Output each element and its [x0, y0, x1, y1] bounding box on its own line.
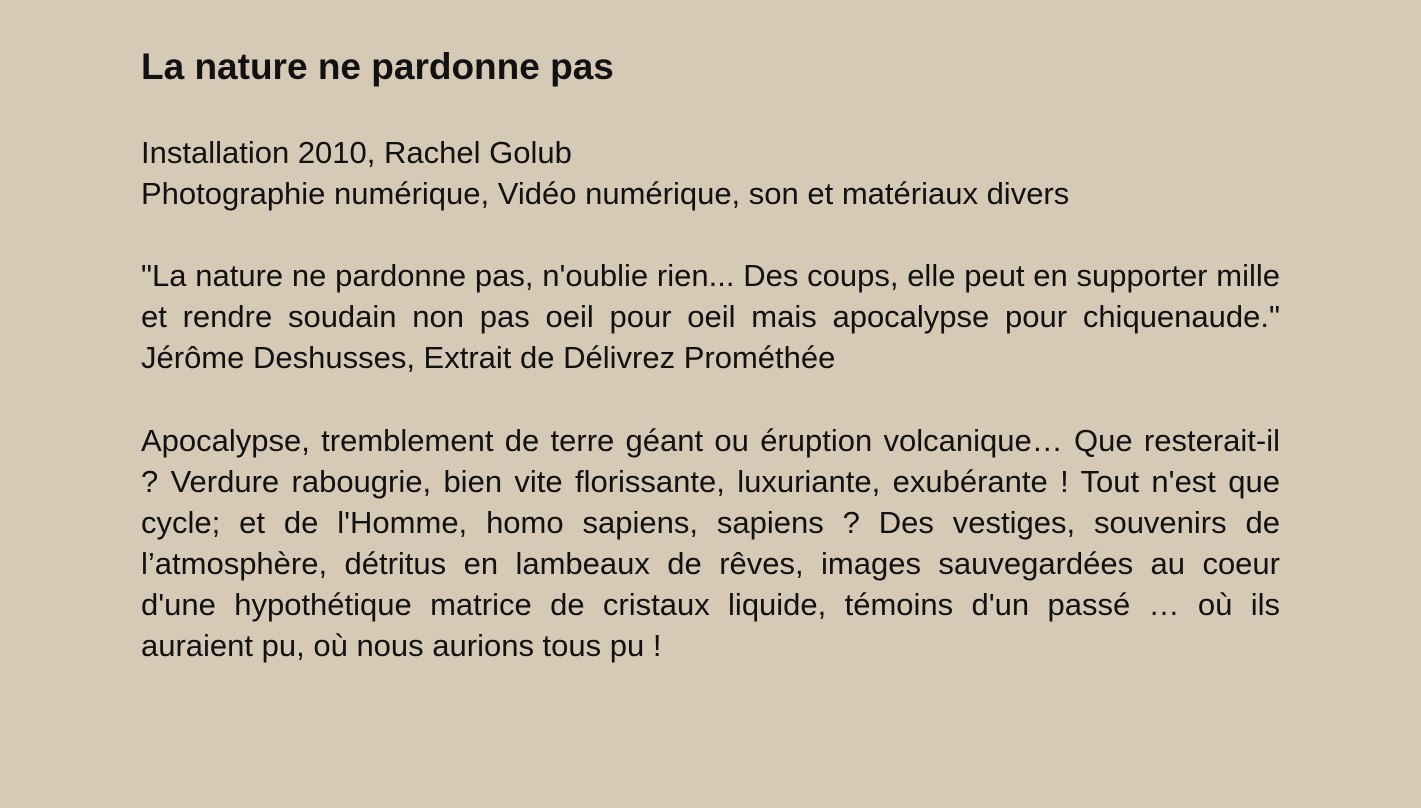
quote-paragraph: "La nature ne pardonne pas, n'oublie rien... Des coups, elle peut en supporter mille et rendre soudain non pas oeil pour oeil mais apocalypse pour chiquenaude." Jérôme Deshusses, Extrait de Délivrez Prométhée [141, 258, 1280, 375]
meta-artist-line: Installation 2010, Rachel Golub [141, 135, 572, 170]
description-paragraph: Apocalypse, tremblement de terre géant ou éruption volcanique… Que resterait-il ? Verdure rabougrie, bien vite florissante, luxuriante, exubérante ! Tout n'est que cycle; et de l'Homme, homo sapiens, sapiens ? Des vestiges, souvenirs de l’atmosphère, détritus en lambeaux de rêves, images sauvegardées au coeur d'une hypothétique matrice de cristaux liquide, témoins d'un passé … où ils auraient pu, où nous aurions tous pu ! [141, 423, 1280, 663]
artwork-description [141, 44, 1280, 697]
page-title: La nature ne pardonne pas [141, 46, 614, 87]
artwork-meta [141, 132, 1280, 214]
meta-medium-line: Photographie numérique, Vidéo numérique, son et matériaux divers [141, 176, 1070, 211]
